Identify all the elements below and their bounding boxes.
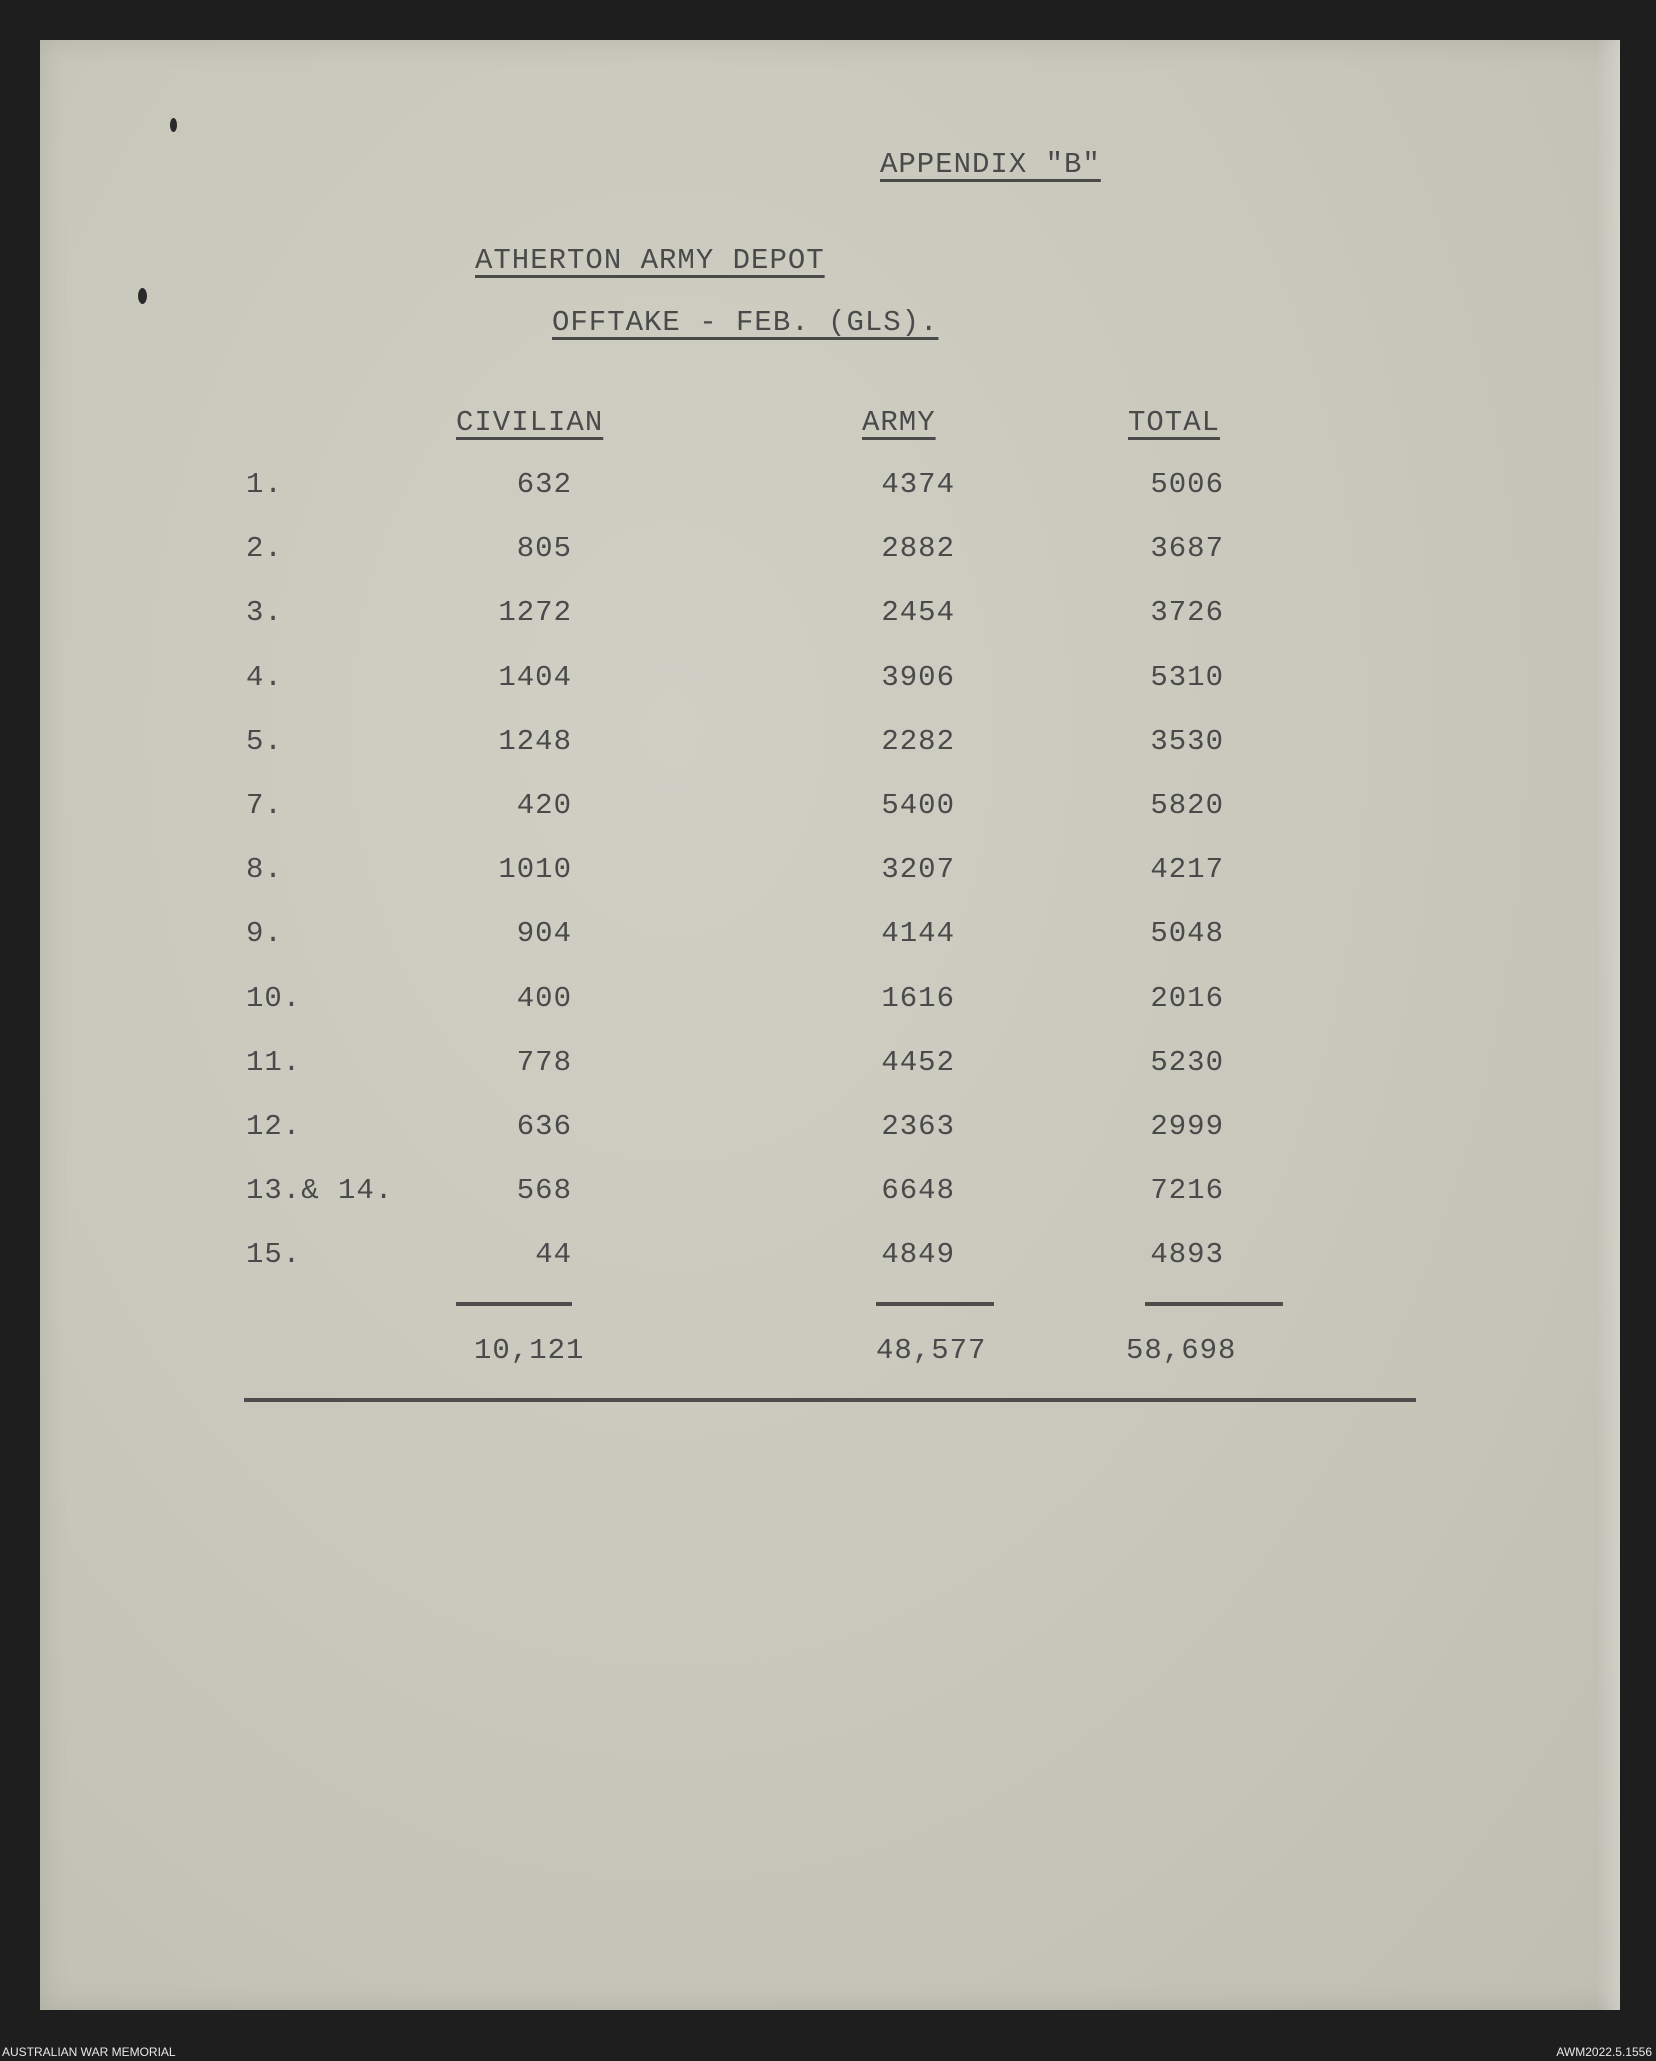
row-label: 13.& 14. [246, 1174, 394, 1207]
cell-civilian: 778 [516, 1046, 572, 1079]
footer-right: AWM2022.5.1556 [1556, 2045, 1652, 2059]
row-label: 7. [246, 789, 283, 822]
row-label: 4. [246, 661, 283, 694]
cell-civilian: 420 [516, 789, 572, 822]
subtotal-rule-total [1145, 1302, 1283, 1306]
column-header-army: ARMY [862, 406, 936, 439]
cell-civilian: 1272 [498, 596, 572, 629]
subtotal-rule-civilian [456, 1302, 572, 1306]
cell-civilian: 1248 [498, 725, 572, 758]
cell-total: 4893 [1150, 1238, 1224, 1271]
total-total: 58,698 [1126, 1334, 1237, 1367]
cell-total: 3726 [1150, 596, 1224, 629]
document-subtitle: OFFTAKE - FEB. (GLS). [552, 306, 939, 339]
row-label: 3. [246, 596, 283, 629]
cell-army: 4144 [881, 917, 955, 950]
cell-army: 1616 [881, 982, 955, 1015]
footer-left: AUSTRALIAN WAR MEMORIAL [2, 2045, 176, 2059]
total-army: 48,577 [876, 1334, 987, 1367]
cell-army: 4374 [881, 468, 955, 501]
cell-army: 2282 [881, 725, 955, 758]
cell-army: 2454 [881, 596, 955, 629]
row-label: 12. [246, 1110, 302, 1143]
cell-total: 3687 [1150, 532, 1224, 565]
cell-total: 4217 [1150, 853, 1224, 886]
row-label: 10. [246, 982, 302, 1015]
cell-total: 2016 [1150, 982, 1224, 1015]
cell-civilian: 904 [516, 917, 572, 950]
punch-mark-1 [170, 118, 177, 132]
cell-army: 6648 [881, 1174, 955, 1207]
cell-civilian: 400 [516, 982, 572, 1015]
cell-army: 2363 [881, 1110, 955, 1143]
cell-civilian: 44 [535, 1238, 572, 1271]
cell-total: 5230 [1150, 1046, 1224, 1079]
cell-army: 5400 [881, 789, 955, 822]
cell-army: 4452 [881, 1046, 955, 1079]
cell-civilian: 1404 [498, 661, 572, 694]
cell-civilian: 1010 [498, 853, 572, 886]
cell-civilian: 632 [516, 468, 572, 501]
appendix-heading: APPENDIX "B" [880, 148, 1101, 181]
cell-total: 3530 [1150, 725, 1224, 758]
punch-mark-2 [138, 288, 147, 304]
cell-civilian: 805 [516, 532, 572, 565]
row-label: 8. [246, 853, 283, 886]
row-label: 5. [246, 725, 283, 758]
cell-total: 5006 [1150, 468, 1224, 501]
row-label: 1. [246, 468, 283, 501]
total-civilian: 10,121 [474, 1334, 585, 1367]
row-label: 11. [246, 1046, 302, 1079]
subtotal-rule-army [876, 1302, 994, 1306]
column-header-civilian: CIVILIAN [456, 406, 604, 439]
cell-total: 5310 [1150, 661, 1224, 694]
cell-army: 2882 [881, 532, 955, 565]
row-label: 9. [246, 917, 283, 950]
cell-civilian: 636 [516, 1110, 572, 1143]
document-title: ATHERTON ARMY DEPOT [475, 244, 825, 277]
cell-army: 4849 [881, 1238, 955, 1271]
row-label: 15. [246, 1238, 302, 1271]
cell-total: 5048 [1150, 917, 1224, 950]
column-header-total: TOTAL [1128, 406, 1221, 439]
bottom-rule [244, 1398, 1416, 1402]
cell-total: 7216 [1150, 1174, 1224, 1207]
row-label: 2. [246, 532, 283, 565]
cell-civilian: 568 [516, 1174, 572, 1207]
cell-total: 5820 [1150, 789, 1224, 822]
cell-army: 3207 [881, 853, 955, 886]
cell-army: 3906 [881, 661, 955, 694]
page-edge [1596, 40, 1620, 2010]
cell-total: 2999 [1150, 1110, 1224, 1143]
